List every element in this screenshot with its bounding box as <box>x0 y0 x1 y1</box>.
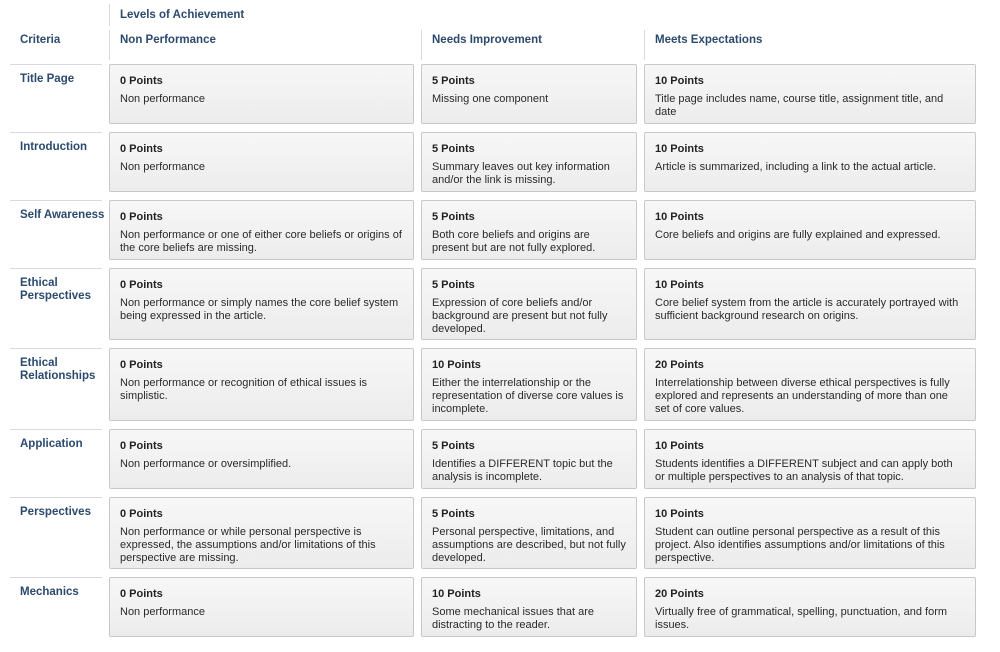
cell-points: 20 Points <box>655 359 704 371</box>
cell-description: Expression of core beliefs and/or background are present but not fully developed. <box>432 297 608 335</box>
cell-points: 10 Points <box>432 359 481 371</box>
rubric-cell-non-performance[interactable] <box>109 132 414 192</box>
rubric-cell-needs-improvement[interactable] <box>421 132 637 192</box>
cell-points: 10 Points <box>655 279 704 291</box>
rubric-cell-non-performance[interactable] <box>109 268 414 340</box>
cell-description: Students identifies a DIFFERENT subject and can apply both or multiple perspectives to an analysis of that topic. <box>655 458 953 483</box>
cell-points: 5 Points <box>432 279 475 291</box>
rubric-cell-needs-improvement[interactable] <box>421 497 637 569</box>
row-separator <box>10 268 102 269</box>
cell-description: Personal perspective, limitations, and assumptions are described, but not fully developed. <box>432 526 626 564</box>
rubric-cell-meets-expectations[interactable] <box>644 64 976 124</box>
rubric-cell-meets-expectations[interactable] <box>644 577 976 637</box>
cell-points: 10 Points <box>655 143 704 155</box>
cell-description: Some mechanical issues that are distracting to the reader. <box>432 606 595 631</box>
rubric-cell-needs-improvement[interactable] <box>421 200 637 260</box>
cell-description: Missing one component <box>432 93 549 105</box>
criterion-label: Ethical Perspectives <box>20 277 91 302</box>
cell-description: Interrelationship between diverse ethical perspectives is fully explored and represents an understanding of more than one set of core values. <box>655 377 950 415</box>
row-separator <box>10 497 102 498</box>
cell-points: 5 Points <box>432 508 475 520</box>
row-separator <box>10 200 102 201</box>
rubric-cell-needs-improvement[interactable] <box>421 577 637 637</box>
criterion-label: Introduction <box>20 141 88 153</box>
rubric-cell-meets-expectations[interactable] <box>644 348 976 421</box>
rubric-cell-needs-improvement[interactable] <box>421 268 637 340</box>
cell-description: Virtually free of grammatical, spelling, punctuation, and form issues. <box>655 606 948 631</box>
row-separator <box>10 429 102 430</box>
cell-description: Summary leaves out key information and/or the link is missing. <box>432 161 610 186</box>
cell-description: Core belief system from the article is accurately portrayed with sufficient background research on origins. <box>655 297 959 322</box>
row-separator <box>10 64 102 65</box>
row-separator <box>10 132 102 133</box>
cell-points: 5 Points <box>432 75 475 87</box>
rubric-cell-non-performance[interactable] <box>109 64 414 124</box>
rubric-cell-non-performance[interactable] <box>109 497 414 569</box>
cell-points: 0 Points <box>120 588 163 600</box>
cell-description: Non performance or recognition of ethical issues is simplistic. <box>120 377 368 402</box>
cell-description: Non performance <box>120 606 205 618</box>
rubric-cell-meets-expectations[interactable] <box>644 497 976 569</box>
cell-points: 0 Points <box>120 279 163 291</box>
cell-points: 20 Points <box>655 588 704 600</box>
cell-points: 10 Points <box>655 440 704 452</box>
cell-description: Either the interrelationship or the representation of diverse core values is incomplete. <box>432 377 624 415</box>
criterion-label: Title Page <box>20 73 75 85</box>
cell-points: 10 Points <box>655 75 704 87</box>
criterion-label: Self Awareness <box>20 209 105 221</box>
rubric-cell-non-performance[interactable] <box>109 577 414 637</box>
cell-description: Non performance or while personal perspective is expressed, the assumptions and/or limitations of this perspective are missing. <box>120 526 376 564</box>
cell-description: Non performance or one of either core beliefs or origins of the core beliefs are missing. <box>120 229 402 254</box>
cell-points: 10 Points <box>432 588 481 600</box>
cell-points: 5 Points <box>432 440 475 452</box>
row-separator <box>10 577 102 578</box>
cell-description: Core beliefs and origins are fully explained and expressed. <box>655 229 941 241</box>
cell-points: 0 Points <box>120 359 163 371</box>
cell-points: 0 Points <box>120 143 163 155</box>
cell-description: Non performance <box>120 93 205 105</box>
cell-points: 0 Points <box>120 440 163 452</box>
level-header-non-performance: Non Performance <box>109 30 421 60</box>
cell-points: 0 Points <box>120 508 163 520</box>
cell-points: 10 Points <box>655 508 704 520</box>
rubric-cell-meets-expectations[interactable] <box>644 200 976 260</box>
rubric-cell-meets-expectations[interactable] <box>644 268 976 340</box>
rubric-cell-non-performance[interactable] <box>109 348 414 421</box>
cell-points: 5 Points <box>432 211 475 223</box>
criterion-label: Perspectives <box>20 506 91 518</box>
rubric-cell-needs-improvement[interactable] <box>421 429 637 489</box>
cell-description: Non performance <box>120 161 205 173</box>
criteria-header: Criteria <box>20 34 61 46</box>
rubric-cell-meets-expectations[interactable] <box>644 132 976 192</box>
cell-description: Identifies a DIFFERENT topic but the analysis is incomplete. <box>432 458 613 483</box>
cell-description: Non performance or simply names the core belief system being expressed in the article. <box>120 297 399 322</box>
cell-points: 0 Points <box>120 211 163 223</box>
cell-points: 0 Points <box>120 75 163 87</box>
cell-points: 5 Points <box>432 143 475 155</box>
rubric-cell-needs-improvement[interactable] <box>421 348 637 421</box>
cell-description: Non performance or oversimplified. <box>120 458 292 470</box>
criterion-label: Mechanics <box>20 586 79 598</box>
rubric-cell-needs-improvement[interactable] <box>421 64 637 124</box>
rubric-cell-non-performance[interactable] <box>109 200 414 260</box>
rubric-cell-non-performance[interactable] <box>109 429 414 489</box>
cell-description: Article is summarized, including a link to the actual article. <box>655 161 937 173</box>
rubric-cell-meets-expectations[interactable] <box>644 429 976 489</box>
cell-description: Student can outline personal perspective as a result of this project. Also identifies assumptions and/or limitations of this perspective. <box>655 526 945 564</box>
levels-of-achievement-title: Levels of Achievement <box>109 4 244 26</box>
cell-description: Both core beliefs and origins are present but are not fully explored. <box>432 229 596 254</box>
cell-description: Title page includes name, course title, assignment title, and date <box>655 93 944 118</box>
criterion-label: Ethical Relationships <box>20 357 96 382</box>
cell-points: 10 Points <box>655 211 704 223</box>
level-header-meets-expectations: Meets Expectations <box>644 30 976 60</box>
level-header-needs-improvement: Needs Improvement <box>421 30 644 60</box>
criterion-label: Application <box>20 438 83 450</box>
row-separator <box>10 348 102 349</box>
